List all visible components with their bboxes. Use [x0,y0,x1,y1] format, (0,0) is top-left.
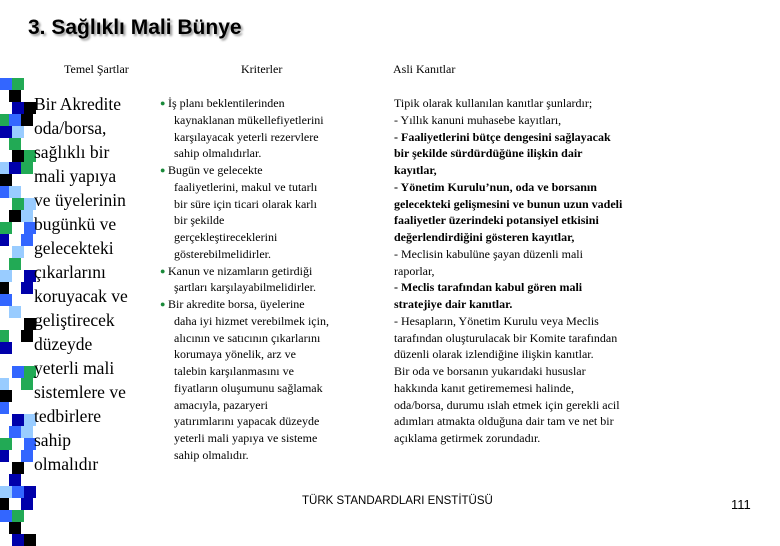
pattern-square [21,210,33,222]
pattern-square [9,90,21,102]
pattern-square [9,306,21,318]
bullet-icon: ● [160,299,166,309]
evidence-line: faaliyetler üzerindeki potansiyel etkisini [394,213,599,228]
criteria-line: yatırımlarını yapacak düzeyde [174,414,320,429]
pattern-square [0,294,12,306]
bullet-icon: ● [160,265,166,276]
requirement-line: olmalıdır [34,454,99,474]
requirement-line: oda/borsa, [34,118,107,138]
pattern-square [12,534,24,546]
criteria-line: İş planı beklentilerinden [168,96,285,110]
pattern-square [0,486,12,498]
evidence-line: Tipik olarak kullanılan kanıtlar şunlardır; [394,96,593,110]
evidence-line: - Meclis tarafından kabul gören mali [394,280,583,295]
evidence-line: raporlar, [394,263,435,278]
evidence-line: - Hesapların, Yönetim Kurulu veya Meclis [394,313,599,328]
evidence-text [394,95,694,447]
footer-institute: TÜRK STANDARDLARI ENSTİTÜSÜ [302,495,493,507]
criteria-line: Bir akredite borsa, üyelerine [168,297,305,311]
evidence-line: hakkında kanıt getirememesi halinde, [394,380,574,395]
bullet-icon: ● [160,98,166,108]
header-kriterler: Kriterler [241,62,283,76]
evidence-line: açıklama getirmek zorundadır. [394,431,541,445]
criteria-list [160,95,395,464]
pattern-square [0,282,9,294]
pattern-square [9,522,21,534]
pattern-square [0,450,9,462]
pattern-square [9,210,21,222]
requirement-line: sağlıklı bir [34,142,110,162]
criteria-line: kaynaklanan mükellefiyetlerini [174,112,324,127]
requirement-line: Bir Akredite [34,94,121,114]
pattern-square [21,450,33,462]
pattern-square [21,498,33,510]
pattern-square [21,378,33,390]
pattern-square [12,126,24,138]
evidence-line: - Yönetim Kurulu’nun, oda ve borsanın [394,179,597,194]
pattern-square [0,270,12,282]
pattern-square [9,474,21,486]
evidence-line: oda/borsa, durumu ıslah etmek için gerekli acil [394,397,620,412]
pattern-square [21,426,33,438]
criteria-line: yeterli mali yapıya ve sisteme [174,431,318,445]
pattern-square [21,114,33,126]
criteria-line: gösterebilmelidirler. [174,246,271,261]
requirement-line: geliştirecek [34,310,115,330]
pattern-square [0,510,12,522]
pattern-square [9,258,21,270]
evidence-line: - Faaliyetlerini bütçe dengesini sağlayacak [394,129,611,144]
pattern-square [9,186,21,198]
header-temel-sartlar: Temel Şartlar [64,62,129,76]
criteria-line: şartları karşılayabilmelidirler. [174,280,316,295]
criteria-item [160,162,395,263]
criteria-line: amacıyla, pazaryeri [174,397,268,412]
requirement-line: düzeyde [34,334,93,354]
criteria-line: daha iyi hizmet verebilmek için, [174,313,329,328]
pattern-square [0,114,9,126]
requirement-line: bugünkü ve [34,214,117,234]
slide-title: 3. Sağlıklı Mali Bünye [28,16,242,39]
evidence-line: - Yıllık kanuni muhasebe kayıtları, [394,112,562,127]
evidence-line: tarafından oluşturulacak bir Komite tarafından [394,330,618,345]
evidence-line: - Meclisin kabulüne şayan düzenli mali [394,246,583,261]
criteria-line: korumaya yönelik, arz ve [174,347,296,362]
pattern-square [24,534,36,546]
bullet-icon: ● [160,165,166,175]
pattern-square [0,498,9,510]
criteria-line: bir süre için ticari olarak karlı [174,196,317,211]
pattern-square [21,234,33,246]
criteria-line: fiyatların oluşumunu sağlamak [174,380,323,395]
pattern-square [12,414,24,426]
criteria-item [160,95,395,162]
pattern-square [0,390,12,402]
pattern-square [21,330,33,342]
evidence-line: Bir oda ve borsanın yukarıdaki hususlar [394,364,586,378]
pattern-square [0,378,9,390]
criteria-line: sahip olmalıdır. [174,447,249,462]
requirement-line: çıkarlarını [34,262,106,282]
pattern-square [0,78,12,90]
decorative-pattern-strip [0,78,34,540]
pattern-square [21,162,33,174]
pattern-square [12,486,24,498]
pattern-square [12,198,24,210]
pattern-square [12,78,24,90]
requirement-line: sistemlere ve [34,382,126,402]
pattern-square [0,174,12,186]
pattern-square [0,162,9,174]
pattern-square [0,234,9,246]
pattern-square [9,426,21,438]
criteria-line: alıcının ve satıcının çıkarlarını [174,330,321,345]
basic-requirement-text [34,92,152,476]
header-asli-kanitlar: Asli Kanıtlar [393,62,456,76]
pattern-square [9,162,21,174]
pattern-square [0,438,12,450]
pattern-square [12,102,24,114]
criteria-line: Kanun ve nizamların getirdiği [168,263,313,278]
pattern-square [0,402,9,414]
evidence-line: kayıtlar, [394,163,437,177]
criteria-line: karşılayacak yeterli rezervlere [174,129,319,144]
evidence-line: düzenli olarak izlendiğine ilişkin kanıtlar. [394,347,594,362]
criteria-line: faaliyetlerini, makul ve tutarlı [174,179,318,194]
pattern-square [12,366,24,378]
evidence-line: değerlendirdiğini gösteren kayıtlar, [394,230,575,244]
requirement-line: gelecekteki [34,238,114,258]
requirement-line: ve üyelerinin [34,190,126,210]
pattern-square [9,114,21,126]
requirement-line: sahip [34,430,71,450]
requirement-line: tedbirlere [34,406,102,426]
evidence-line: adımları atmakta olduğuna dair tam ve net bir [394,414,614,429]
criteria-line: Bugün ve gelecekte [168,163,263,177]
criteria-line: bir şekilde [174,213,225,228]
requirement-line: mali yapıya [34,166,117,186]
pattern-square [21,282,33,294]
pattern-square [0,330,9,342]
criteria-item [160,263,395,297]
pattern-square [24,486,36,498]
pattern-square [12,246,24,258]
requirement-line: yeterli mali [34,358,115,378]
evidence-line: gelecekteki gelişmesini ve bunun uzun vadeli [394,196,623,211]
pattern-square [0,222,12,234]
pattern-square [12,510,24,522]
requirement-line: koruyacak ve [34,286,128,306]
evidence-line: stratejiye dair kanıtlar. [394,297,513,311]
pattern-square [12,150,24,162]
evidence-line: bir şekilde sürdürdüğüne ilişkin dair [394,146,583,161]
criteria-line: talebin karşılanmasını ve [174,364,294,378]
pattern-square [0,186,9,198]
pattern-square [12,462,24,474]
pattern-square [0,342,12,354]
pattern-square [9,138,21,150]
criteria-item [160,296,395,464]
pattern-square [0,126,12,138]
page-number: 111 [731,497,751,512]
criteria-line: sahip olmalıdırlar. [174,146,262,161]
criteria-line: gerçekleştireceklerini [174,230,278,244]
